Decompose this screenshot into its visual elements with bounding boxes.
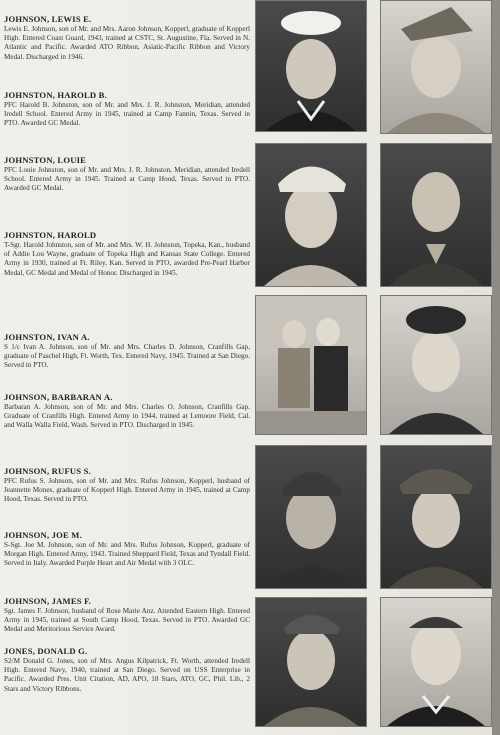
group-photo (255, 295, 367, 435)
soldier-portrait-icon (256, 144, 366, 286)
bio-entry (4, 530, 250, 569)
sailor-portrait-icon (381, 598, 491, 726)
portrait-photo (380, 295, 492, 435)
bio-entry (4, 392, 250, 431)
soldier-portrait-icon (381, 1, 491, 133)
portrait-photo (255, 445, 367, 589)
bio-name: JOHNSON, JOE M. (4, 530, 82, 540)
portrait-photo (380, 143, 492, 287)
sailor-portrait-icon (256, 1, 366, 131)
bio-name: JOHNSTON, HAROLD B. (4, 90, 107, 100)
bio-entry (4, 332, 250, 371)
portrait-photo (380, 597, 492, 727)
bio-text: PFC Rufus S. Johnson, son of Mr. and Mrs. Rufus Johnson, Kopperl, husband of Jeannette Mones, graduate of Kopperl High. Entered Army in 1945, trained at Camp Hood, Texas. Served in PTO. (4, 477, 250, 504)
bio-text: Lewis E. Johnson, son of Mr. and Mrs. Aaron Johnson, Kopperl, graduate of Kopperl High. Entered Coast Guard, 1943, trained at CSTC, St. Augustine, Fla. Served in N. Atlantic and Pacific. Awarded ATO Ribbon, Asiatic-Pacific Ribbon and Victory Medal. Discharged in 1946. (4, 25, 250, 61)
two-men-outdoors-icon (256, 296, 366, 434)
page-edge (492, 0, 500, 735)
portrait-photo (380, 0, 492, 134)
sailor-portrait-icon (381, 296, 491, 434)
bio-name: JOHNSON, RUFUS S. (4, 466, 91, 476)
bio-text: PFC Harold B. Johnston, son of Mr. and Mrs. J. R. Johnston, Meridian, attended Iredell School. Entered Army in 1945, trained at Camp Fannin, Texas. Served in PTO. Awarded GC Medal. (4, 101, 250, 128)
bio-text: S 1/c Ivan A. Johnson, son of Mr. and Mrs. Charles D. Johnson, Cranfills Gap, graduate of Paschel High, Ft. Worth, Tex. Entered Navy, 1945. Trained at San Diego. Served in PTO. (4, 343, 250, 370)
portrait-photo (255, 143, 367, 287)
bio-entry (4, 466, 250, 505)
bio-entry (4, 155, 250, 194)
portrait-photo (255, 597, 367, 727)
portrait-photo (255, 0, 367, 132)
bio-entry (4, 14, 250, 62)
soldier-portrait-icon (256, 446, 366, 588)
bio-name: JOHNSTON, LOUIE (4, 155, 87, 165)
bio-entry (4, 646, 250, 694)
bio-name: JOHNSON, LEWIS E. (4, 14, 92, 24)
bio-text: Sgt. James F. Johnson, husband of Rose Marie Anz. Attended Eastern High. Entered Army in 1945, trained at South Camp Hood, Texas. Served in PTO. Awarded GC Medal and Meritorious Service Award. (4, 607, 250, 634)
soldier-portrait-icon (381, 144, 491, 286)
bio-name: JONES, DONALD G. (4, 646, 88, 656)
bio-name: JOHNSON, JAMES F. (4, 596, 92, 606)
bio-text: S2/M Donald G. Jones, son of Mrs. Angus Kilpatrick, Ft. Worth, attended Iredell High. Entered Navy, 1940, trained at San Diego. Served on USS Enterprise in Pacific. Awarded Pres. Unit Citation, AD, APO, 18 Stars, ATO, GC, Phil. Lib., 2 Stars and Victory Ribbons. (4, 657, 250, 693)
bio-text: S-Sgt. Joe M. Johnson, son of Mr. and Mrs. Rufus Johnson, Kopperl, graduate of Morgan High. Entered Army, 1943. Trained Sheppard Field, Texas and Tyndall Field. Served in Italy. Awarded Purple Heart and Air Medal with 3 OLC. (4, 541, 250, 568)
bio-entry (4, 90, 250, 129)
soldier-portrait-icon (381, 446, 491, 588)
bio-text: Barbaran A. Johnson, son of Mr. and Mrs. Charles O. Johnson, Cranfills Gap. Graduate of Cranfills High. Entered Army in 1944, trained at Lemoore Field, Cal. and Walla Walla Field, Wash. Served in PTO. Discharged in 1945. (4, 403, 250, 430)
soldier-portrait-icon (256, 598, 366, 726)
bio-entry (4, 230, 250, 278)
portrait-photo (380, 445, 492, 589)
bio-text: PFC Louie Johnston, son of Mr. and Mrs. J. R. Johnston, Meridian, attended Iredell School. Entered Army in 1945. Trained at Camp Hood, Texas. Served in PTO. Awarded GC Medal. (4, 166, 250, 193)
bio-entry (4, 596, 250, 635)
bio-name: JOHNSTON, IVAN A. (4, 332, 90, 342)
bio-name: JOHNSON, BARBARAN A. (4, 392, 113, 402)
bio-text: T-Sgt. Harold Johnston, son of Mr. and Mrs. W. H. Johnston, Topeka, Kan., husband of Addie Lou Wayne, graduate of Topeka High and Kansas State College. Entered Army in 1930, trained at Ft. Riley, Kan. Served in PTO, awarded Pre-Pearl Harbor Medal, GC Medal and Medal of Honor. Discharged in 1945. (4, 241, 250, 277)
biography-column (4, 0, 250, 735)
bio-name: JOHNSTON, HAROLD (4, 230, 97, 240)
